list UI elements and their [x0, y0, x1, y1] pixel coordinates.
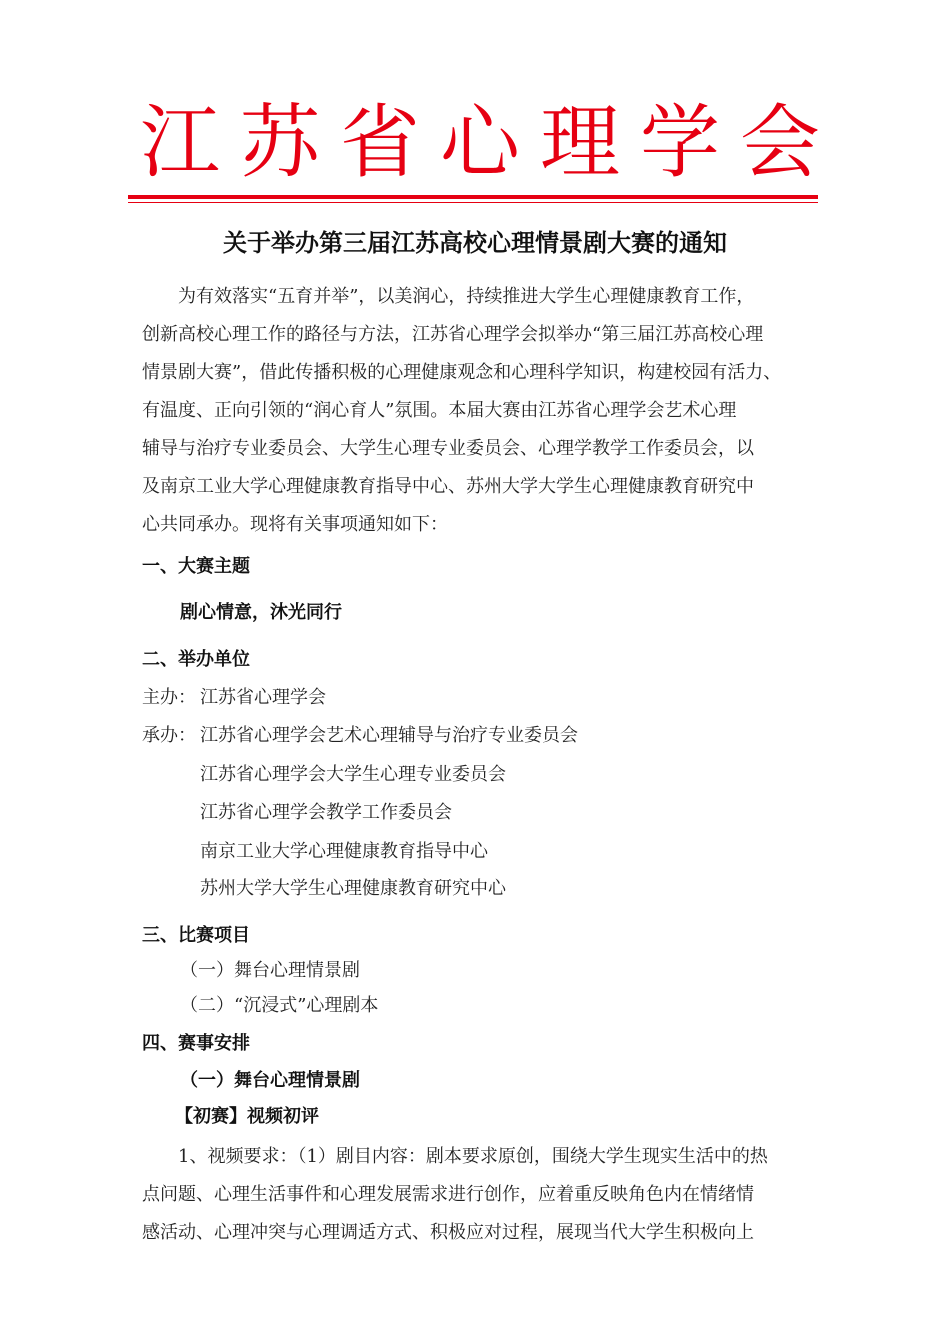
paragraph-line: 感活动、心理冲突与心理调适方式、积极应对过程，展现当代大学生积极向上 — [142, 1222, 754, 1243]
intro-line: 心共同承办。现将有关事项通知如下： — [142, 514, 448, 535]
section-heading-schedule: 四、赛事安排 — [142, 1033, 250, 1054]
masthead-title: 江苏省心理学会 — [140, 96, 840, 189]
co-organizer-item: 江苏省心理学会教学工作委员会 — [200, 802, 452, 823]
co-organizer-item: 江苏省心理学会大学生心理专业委员会 — [200, 764, 506, 785]
schedule-subheading: （一）舞台心理情景剧 — [180, 1070, 360, 1091]
paragraph-line: 1、视频要求：（1）剧目内容：剧本要求原创，围绕大学生现实生活中的热 — [142, 1146, 768, 1167]
notice-title: 关于举办第三届江苏高校心理情景剧大赛的通知 — [223, 229, 727, 257]
masthead-rule-thin — [128, 202, 818, 203]
intro-line: 为有效落实“五育并举”，以美润心，持续推进大学生心理健康教育工作， — [142, 286, 755, 307]
section-heading-events: 三、比赛项目 — [142, 925, 250, 946]
co-organizer-label: 承办： — [142, 725, 196, 746]
event-item: （二）“沉浸式”心理剧本 — [180, 995, 379, 1016]
section-heading-theme: 一、大赛主题 — [142, 556, 250, 577]
intro-line: 辅导与治疗专业委员会、大学生心理专业委员会、心理学教学工作委员会，以 — [142, 438, 754, 459]
intro-line: 及南京工业大学心理健康教育指导中心、苏州大学大学生心理健康教育研究中 — [142, 476, 754, 497]
stage-heading: 【初赛】视频初评 — [175, 1106, 319, 1127]
co-organizer-item: 江苏省心理学会艺术心理辅导与治疗专业委员会 — [200, 725, 578, 746]
host-value: 江苏省心理学会 — [200, 687, 326, 708]
event-item: （一）舞台心理情景剧 — [180, 960, 360, 981]
co-organizer-item: 南京工业大学心理健康教育指导中心 — [200, 841, 488, 862]
intro-paragraph — [142, 278, 812, 544]
co-organizer-item: 苏州大学大学生心理健康教育研究中心 — [200, 878, 506, 899]
intro-line: 情景剧大赛”，借此传播积极的心理健康观念和心理科学知识，构建校园有活力、 — [142, 362, 782, 383]
paragraph-line: 点问题、心理生活事件和心理发展需求进行创作，应着重反映角色内在情绪情 — [142, 1184, 754, 1205]
video-requirements-paragraph — [142, 1138, 812, 1252]
host-label: 主办： — [142, 687, 196, 708]
masthead-rule-thick — [128, 195, 818, 199]
intro-line: 有温度、正向引领的“润心育人”氛围。本届大赛由江苏省心理学会艺术心理 — [142, 400, 737, 421]
section-heading-organizers: 二、举办单位 — [142, 649, 250, 670]
theme-text: 剧心情意，沐光同行 — [180, 602, 342, 623]
intro-line: 创新高校心理工作的路径与方法，江苏省心理学会拟举办“第三届江苏高校心理 — [142, 324, 764, 345]
